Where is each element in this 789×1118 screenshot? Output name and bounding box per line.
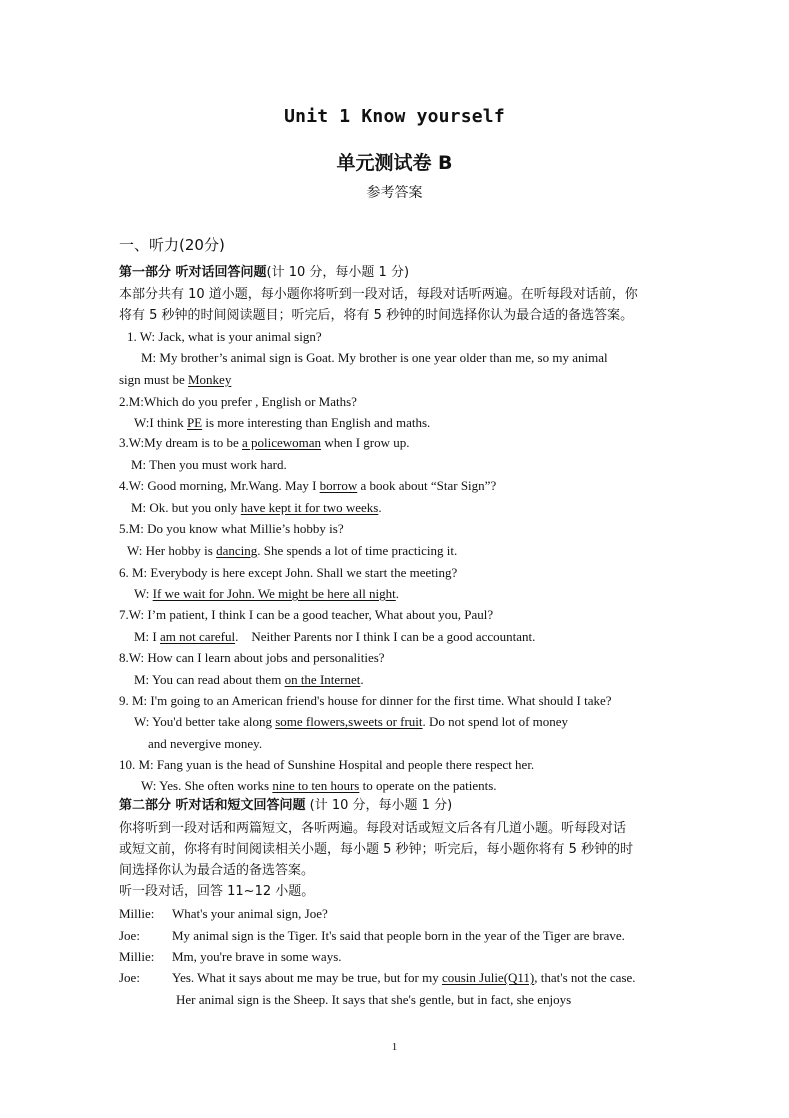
- q4-text-3: M: Ok. but you only: [131, 500, 241, 515]
- q4-line-b: [131, 499, 382, 517]
- q5-text-2: . She spends a lot of time practicing it.: [257, 543, 458, 558]
- q3-answer: a policewoman: [242, 435, 322, 450]
- part1-score: (计 10 分，每小题 1 分): [266, 265, 410, 280]
- q9-text-1: W: You'd better take along: [134, 714, 276, 729]
- dialogue-speaker: Joe:: [119, 928, 140, 943]
- q8-text-1: M: You can read about them: [134, 672, 285, 687]
- q2-text-2: is more interesting than English and maths.: [202, 415, 431, 430]
- q6-answer: If we wait for John. We might be here all night: [152, 586, 396, 601]
- dialogue-speaker: Millie:: [119, 906, 155, 921]
- q6-line-a: 6. M: Everybody is here except John. Shall we start the meeting?: [119, 565, 458, 580]
- q4-line-a: [119, 477, 496, 495]
- part1-instruction-2: 将有 5 秒钟的时间阅读题目；听完后，将有 5 秒钟的时间选择你认为最合适的备选答案。: [119, 308, 634, 323]
- q2-text-1: W:I think: [134, 415, 187, 430]
- dialogue-speaker: Joe:: [119, 970, 140, 985]
- section-heading: 一、听力(20分): [119, 236, 225, 254]
- q6-text-2: .: [395, 586, 400, 601]
- q7-line-b: [134, 628, 535, 646]
- joe-text-2: , that's not the case.: [534, 970, 636, 985]
- q5-text-1: W: Her hobby is: [127, 543, 217, 558]
- q2-answer: PE: [186, 415, 203, 430]
- q9-line-c: and nevergive money.: [148, 736, 263, 751]
- part2-score: (计 10 分，每小题 1 分): [305, 798, 453, 813]
- dialogue-line: What's your animal sign, Joe?: [172, 906, 328, 921]
- dialogue-line: My animal sign is the Tiger. It's said that people born in the year of the Tiger are brave.: [172, 928, 625, 943]
- q9-text-2: . Do not spend lot of money: [422, 714, 569, 729]
- q8-line-b: [134, 671, 364, 689]
- q10-answer: nine to ten hours: [272, 778, 360, 793]
- part2-heading: [119, 797, 452, 815]
- q10-line-a: 10. M: Fang yuan is the head of Sunshine Hospital and people there respect her.: [119, 757, 535, 772]
- q6-line-b: [134, 585, 399, 603]
- part2-instruction-1: 你将听到一段对话和两篇短文，各听两遍。每段对话或短文后各有几道小题。听每段对话: [119, 821, 627, 836]
- dialogue-continuation: Her animal sign is the Sheep. It says that she's gentle, but in fact, she enjoys: [176, 992, 572, 1007]
- q4-answer-2: have kept it for two weeks: [240, 500, 379, 515]
- q7-answer: am not careful: [160, 629, 236, 644]
- q8-line-a: 8.W: How can I learn about jobs and personalities?: [119, 650, 385, 665]
- test-title: 单元测试卷 B: [336, 152, 453, 174]
- part1-heading: [119, 264, 409, 282]
- q10-text-2: to operate on the patients.: [359, 778, 497, 793]
- part2-instruction-4: 听一段对话，回答 11~12 小题。: [119, 884, 315, 899]
- q4-answer-1: borrow: [319, 478, 358, 493]
- q9-answer: some flowers,sweets or fruit: [275, 714, 423, 729]
- q11-answer: cousin Julie(Q11): [441, 970, 535, 985]
- q4-text-4: .: [378, 500, 382, 515]
- q8-text-2: .: [360, 672, 364, 687]
- part2-instruction-2: 或短文前，你将有时间阅读相关小题，每小题 5 秒钟；听完后，每小题你将有 5 秒钟的时: [119, 842, 634, 857]
- unit-title: Unit 1 Know yourself: [284, 106, 505, 127]
- q5-answer: dancing: [216, 543, 258, 558]
- part1-title: 第一部分 听对话回答问题: [119, 265, 267, 280]
- q2-line-b: [134, 414, 430, 432]
- q7-line-a: 7.W: I’m patient, I think I can be a good teacher, What about you, Paul?: [119, 607, 494, 622]
- q1-line-b: M: My brother’s animal sign is Goat. My brother is one year older than me, so my animal: [141, 350, 608, 365]
- q6-text-1: W:: [134, 586, 153, 601]
- q1-line-c: [119, 371, 231, 389]
- q3-text-1: 3.W:My dream is to be: [119, 435, 242, 450]
- q7-text-1: M: I: [134, 629, 160, 644]
- joe-text-1: Yes. What it says about me may be true, but for my: [172, 970, 442, 985]
- q10-line-b: [141, 777, 497, 795]
- q5-line-a: 5.M: Do you know what Millie’s hobby is?: [119, 521, 344, 536]
- q10-text-1: W: Yes. She often works: [141, 778, 273, 793]
- part2-title: 第二部分 听对话和短文回答问题: [119, 798, 306, 813]
- q1-line-a: 1. W: Jack, what is your animal sign?: [127, 329, 322, 344]
- part2-instruction-3: 间选择你认为最合适的备选答案。: [119, 863, 315, 878]
- q3-line-b: M: Then you must work hard.: [131, 457, 287, 472]
- page-number: 1: [391, 1041, 398, 1053]
- part1-instruction-1: 本部分共有 10 道小题，每小题你将听到一段对话，每段对话听两遍。在听每段对话前，你: [119, 287, 638, 302]
- dialogue-speaker: Millie:: [119, 949, 155, 964]
- q9-line-a: 9. M: I'm going to an American friend's house for dinner for the first time. What should I take?: [119, 693, 612, 708]
- q8-answer: on the Internet: [284, 672, 361, 687]
- q4-text-2: a book about “Star Sign”?: [357, 478, 497, 493]
- q3-line-a: [119, 434, 410, 452]
- dialogue-line: Mm, you're brave in some ways.: [172, 949, 342, 964]
- q1-answer: Monkey: [187, 372, 232, 387]
- q4-text-1: 4.W: Good morning, Mr.Wang. May I: [119, 478, 320, 493]
- q3-text-2: when I grow up.: [321, 435, 410, 450]
- q2-line-a: 2.M:Which do you prefer , English or Maths?: [119, 394, 357, 409]
- q9-line-b: [134, 713, 568, 731]
- answer-key-label: 参考答案: [366, 185, 423, 201]
- dialogue-line: [172, 969, 636, 987]
- q1-text: sign must be: [119, 372, 188, 387]
- q5-line-b: [127, 542, 457, 560]
- q7-text-2: . Neither Parents nor I think I can be a good accountant.: [235, 629, 536, 644]
